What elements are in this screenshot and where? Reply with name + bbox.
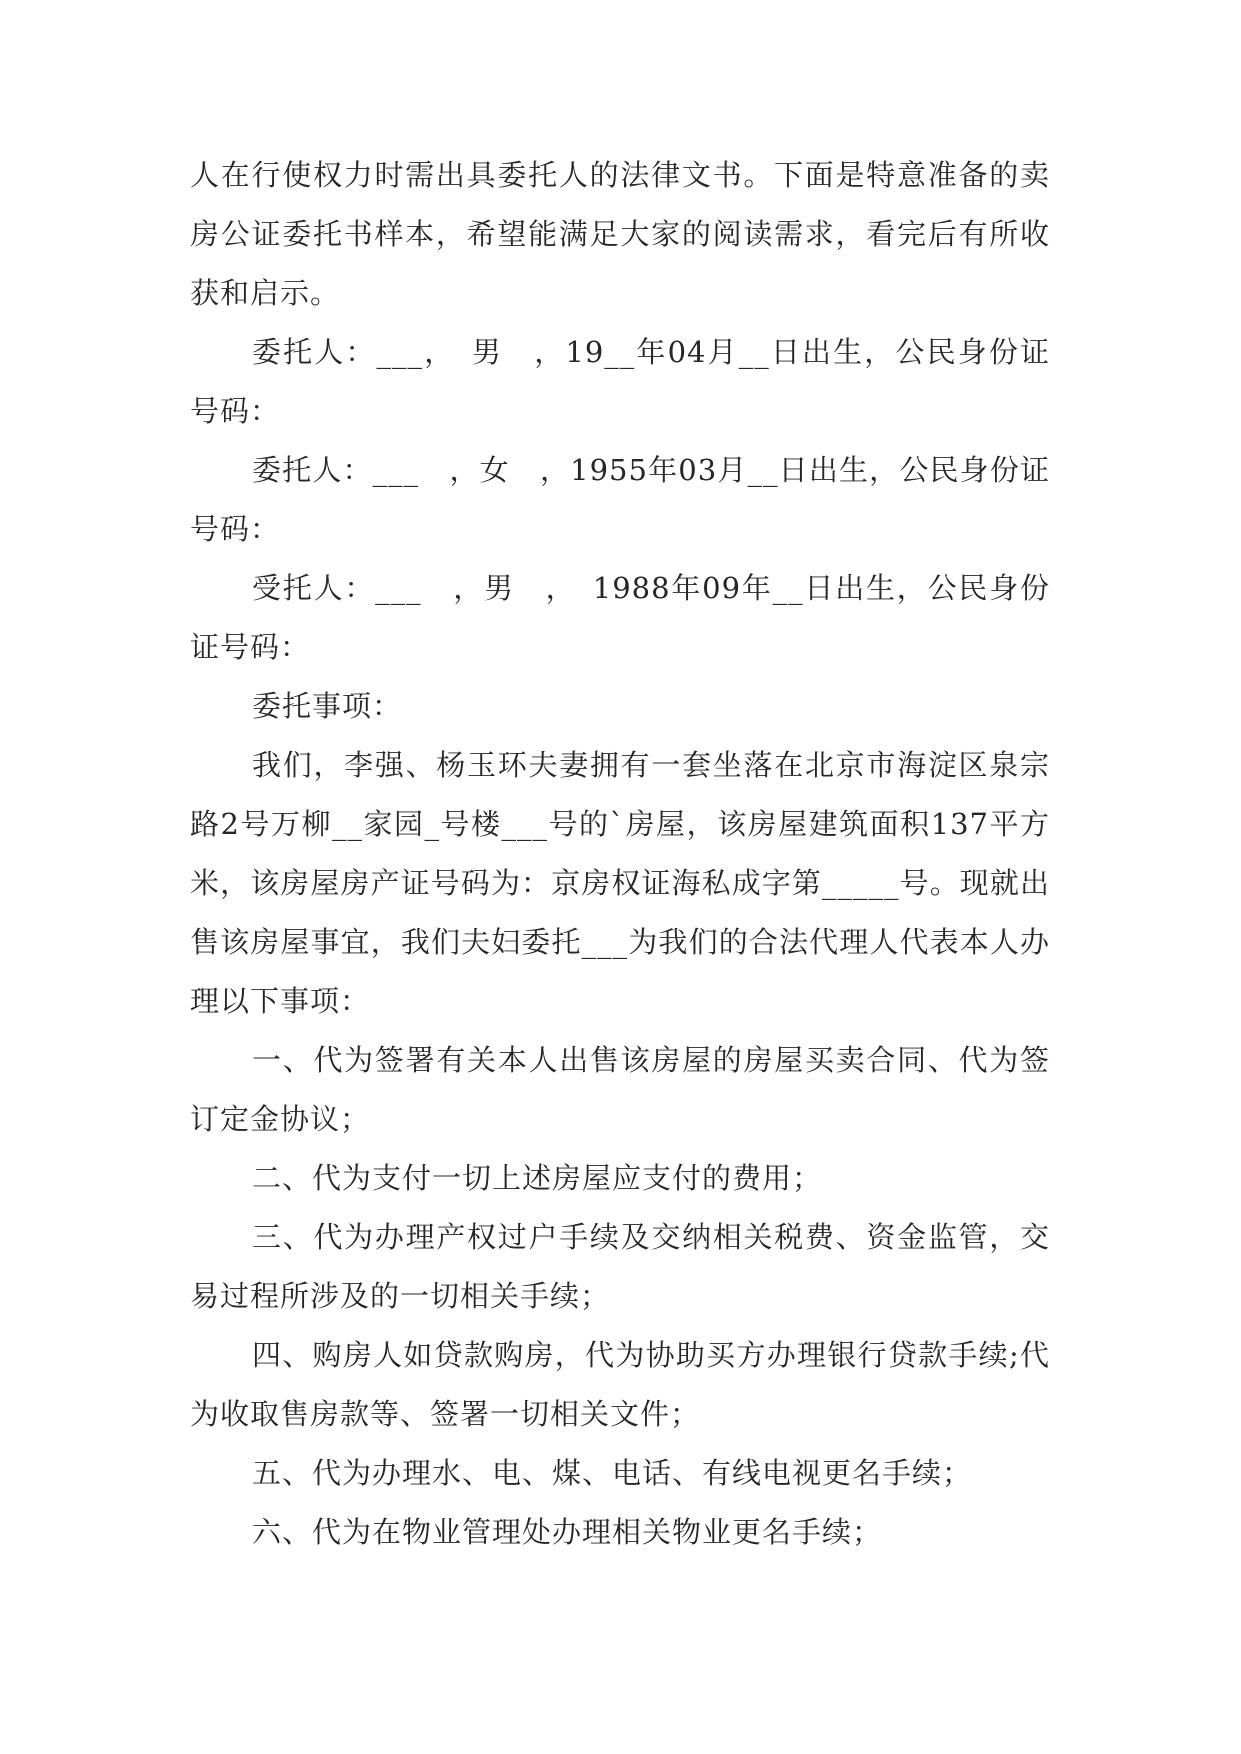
item-5-paragraph: 五、代为办理水、电、煤、电话、有线电视更名手续； [252,1456,973,1490]
item-4-paragraph: 四、购房人如贷款购房，代为协助买方办理银行贷款手续;代为收取售房款等、签署一切相关文件； [190,1338,1050,1431]
principal-2-paragraph: 委托人：___ ，女 ，1955年03月__日出生，公民身份证号码： [190,453,1050,546]
item-3-paragraph: 三、代为办理产权过户手续及交纳相关税费、资金监管，交易过程所涉及的一切相关手续； [190,1220,1050,1313]
item-1-paragraph: 一、代为签署有关本人出售该房屋的房屋买卖合同、代为签订定金协议； [190,1043,1050,1136]
agent-paragraph: 受托人：___ ，男 ， 1988年09年__日出生，公民身份证号码： [190,571,1050,664]
item-2-paragraph: 二、代为支付一切上述房屋应支付的费用； [252,1161,823,1195]
document-body [190,146,1050,1562]
intro-paragraph: 人在行使权力时需出具委托人的法律文书。下面是特意准备的卖房公证委托书样本，希望能满足大家的阅读需求，看完后有所收获和启示。 [190,158,1050,310]
principal-1-paragraph: 委托人：___， 男 ，19__年04月__日出生，公民身份证号码： [190,335,1050,428]
property-paragraph: 我们，李强、杨玉环夫妻拥有一套坐落在北京市海淀区泉宗路2号万柳__家园_号楼___号的`房屋，该房屋建筑面积137平方米，该房屋房产证号码为：京房权证海私成字第_____号。现就出售该房屋事宜，我们夫妇委托___为我们的合法代理人代表本人办理以下事项： [190,748,1050,1018]
matters-heading: 委托事项： [252,689,403,723]
item-6-paragraph: 六、代为在物业管理处办理相关物业更名手续； [252,1515,883,1549]
